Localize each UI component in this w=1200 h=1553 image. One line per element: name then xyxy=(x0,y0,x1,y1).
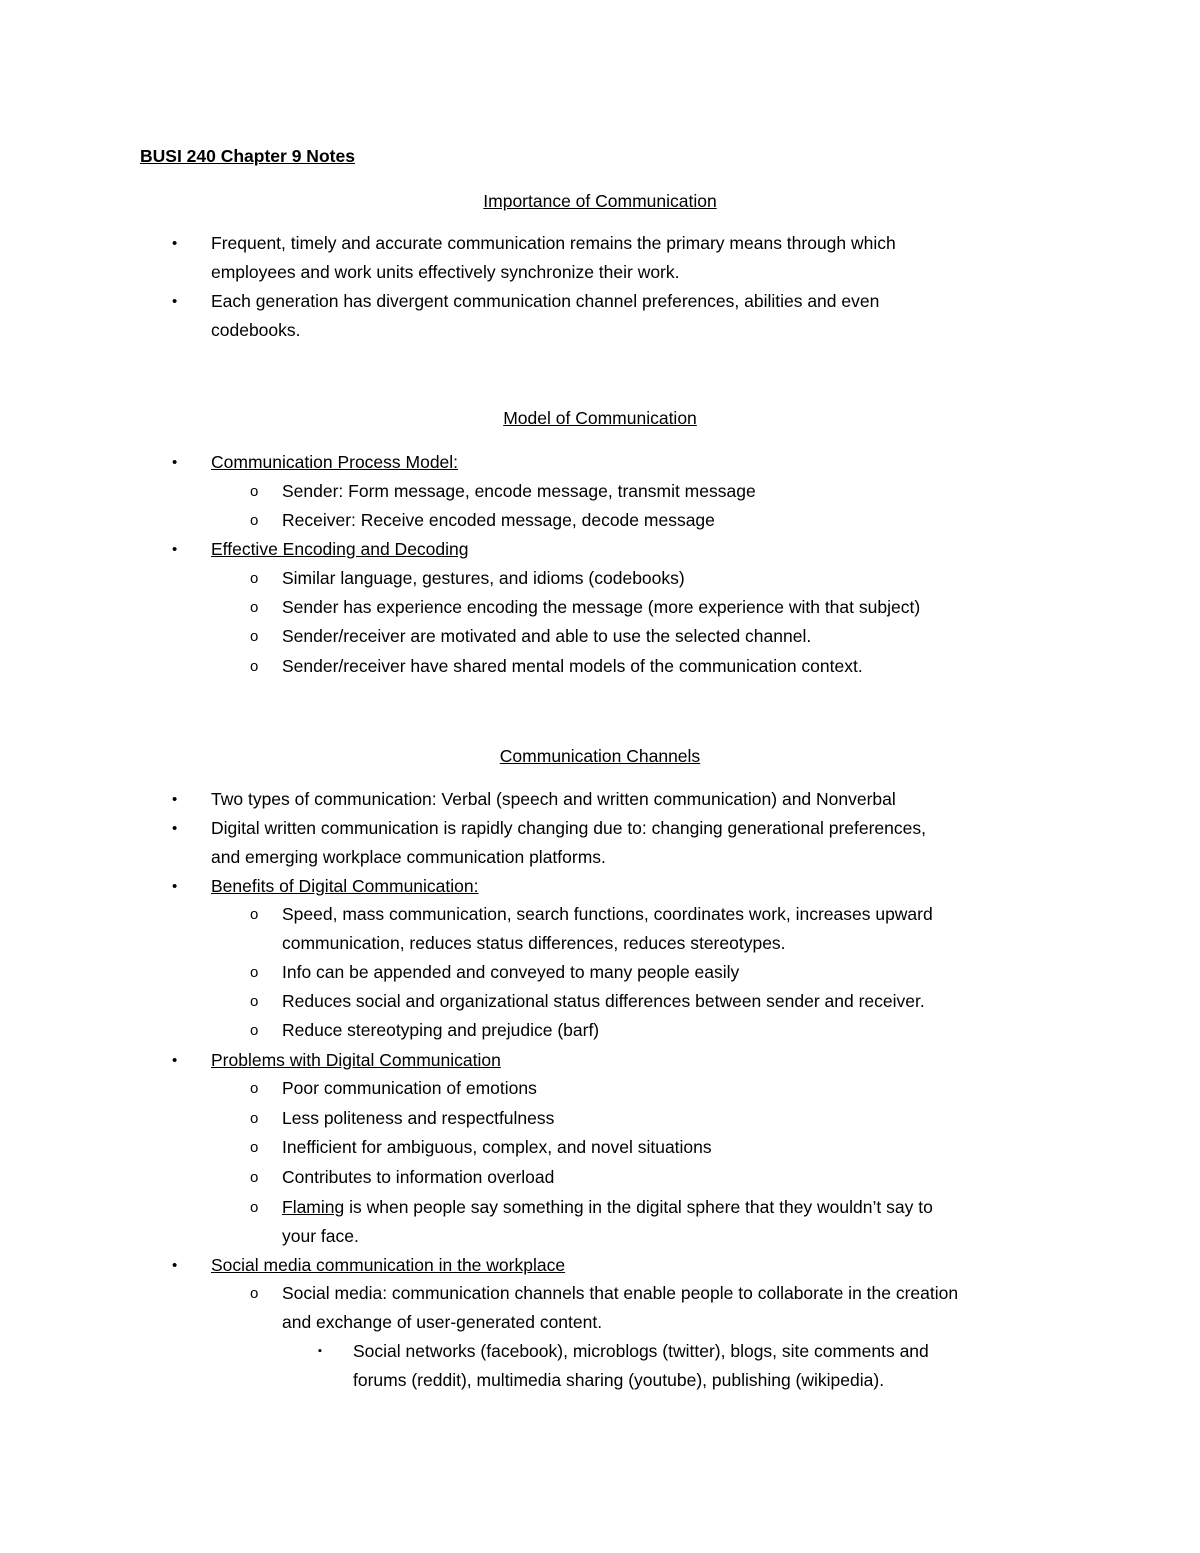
list-item-continuation: employees and work units effectively synchronize their work. xyxy=(211,262,680,282)
sub-sub-list-item: Social networks (facebook), microblogs (twitter), blogs, site comments and xyxy=(353,1341,929,1361)
sub-list-item: Sender/receiver have shared mental models of the communication context. xyxy=(282,656,863,676)
bullet-icon: • xyxy=(172,1257,178,1274)
sub-bullet-icon: o xyxy=(250,1285,259,1302)
sub-list-item-continuation: communication, reduces status differences, reduces stereotypes. xyxy=(282,933,786,953)
bullet-icon: • xyxy=(172,791,178,808)
sub-list-item: Poor communication of emotions xyxy=(282,1078,537,1098)
sub-list-item: Info can be appended and conveyed to many people easily xyxy=(282,962,740,982)
list-item-continuation: codebooks. xyxy=(211,320,301,340)
sub-list-item: Social media: communication channels that enable people to collaborate in the creation xyxy=(282,1283,959,1303)
list-item-problems: Problems with Digital Communication xyxy=(211,1050,501,1070)
sub-list-item: Reduces social and organizational status differences between sender and receiver. xyxy=(282,991,925,1011)
sub-bullet-icon: o xyxy=(250,1139,259,1156)
sub-list-item: Contributes to information overload xyxy=(282,1167,555,1187)
sub-list-item-flaming xyxy=(282,1193,933,1222)
sub-bullet-icon: o xyxy=(250,512,259,529)
sub-bullet-icon: o xyxy=(250,658,259,675)
sub-bullet-icon: o xyxy=(250,483,259,500)
list-item: Frequent, timely and accurate communication remains the primary means through which xyxy=(211,233,896,253)
bullet-icon: • xyxy=(172,541,178,558)
sub-bullet-icon: o xyxy=(250,599,259,616)
sub-list-item: Receiver: Receive encoded message, decode message xyxy=(282,510,715,530)
section-heading-importance: Importance of Communication xyxy=(483,191,717,211)
list-item-process-model: Communication Process Model: xyxy=(211,452,459,472)
bullet-icon: • xyxy=(172,293,178,310)
list-item: Digital written communication is rapidly changing due to: changing generational preferences, xyxy=(211,818,926,838)
list-item-benefits: Benefits of Digital Communication: xyxy=(211,876,479,896)
sub-list-item: Reduce stereotyping and prejudice (barf) xyxy=(282,1020,600,1040)
list-item-social-media: Social media communication in the workplace xyxy=(211,1255,566,1275)
list-item-continuation: and emerging workplace communication platforms. xyxy=(211,847,606,867)
sub-bullet-icon: o xyxy=(250,964,259,981)
bullet-icon: • xyxy=(172,1052,178,1069)
sub-list-item: Similar language, gestures, and idioms (codebooks) xyxy=(282,568,685,588)
sub-list-item: Speed, mass communication, search functions, coordinates work, increases upward xyxy=(282,904,933,924)
sub-bullet-icon: o xyxy=(250,906,259,923)
sub-list-item-continuation: your face. xyxy=(282,1226,359,1246)
bullet-icon: • xyxy=(172,820,178,837)
document-title: BUSI 240 Chapter 9 Notes xyxy=(140,146,355,166)
sub-sub-list-item-continuation: forums (reddit), multimedia sharing (youtube), publishing (wikipedia). xyxy=(353,1370,885,1390)
section-heading-model: Model of Communication xyxy=(503,408,697,428)
square-bullet-icon: ▪ xyxy=(318,1345,322,1357)
bullet-icon: • xyxy=(172,235,178,252)
flaming-term: Flaming xyxy=(282,1197,345,1217)
sub-bullet-icon: o xyxy=(250,570,259,587)
bullet-icon: • xyxy=(172,454,178,471)
sub-list-item: Less politeness and respectfulness xyxy=(282,1108,555,1128)
list-item: Two types of communication: Verbal (speech and written communication) and Nonverbal xyxy=(211,789,896,809)
sub-list-item-continuation: and exchange of user-generated content. xyxy=(282,1312,603,1332)
sub-bullet-icon: o xyxy=(250,1169,259,1186)
bullet-icon: • xyxy=(172,878,178,895)
sub-bullet-icon: o xyxy=(250,1022,259,1039)
sub-list-item: Sender: Form message, encode message, transmit message xyxy=(282,481,756,501)
sub-bullet-icon: o xyxy=(250,993,259,1010)
sub-bullet-icon: o xyxy=(250,1110,259,1127)
flaming-definition: is when people say something in the digital sphere that they wouldn’t say to xyxy=(344,1197,933,1217)
sub-list-item: Inefficient for ambiguous, complex, and novel situations xyxy=(282,1137,712,1157)
list-item-effective-encoding: Effective Encoding and Decoding xyxy=(211,539,469,559)
sub-list-item: Sender/receiver are motivated and able to use the selected channel. xyxy=(282,626,812,646)
sub-bullet-icon: o xyxy=(250,628,259,645)
sub-list-item: Sender has experience encoding the message (more experience with that subject) xyxy=(282,597,921,617)
section-heading-channels: Communication Channels xyxy=(499,746,701,766)
list-item: Each generation has divergent communication channel preferences, abilities and even xyxy=(211,291,880,311)
sub-bullet-icon: o xyxy=(250,1199,259,1216)
sub-bullet-icon: o xyxy=(250,1080,259,1097)
